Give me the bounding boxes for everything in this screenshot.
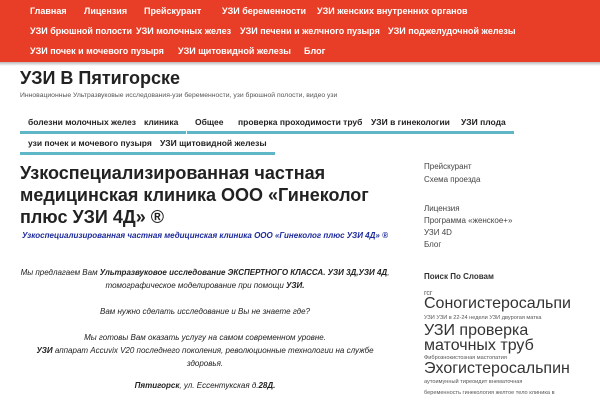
paragraph-emphasis: УЗИ. [286, 281, 305, 290]
tag-item[interactable]: УЗИ проверка [424, 322, 529, 339]
category-menu [0, 114, 600, 156]
post-paragraph-question: Вам нужно сделать исследование и Вы не знаете где? [99, 307, 311, 316]
nav-item-home[interactable]: Главная [30, 6, 67, 16]
tag-item[interactable]: гсг [424, 290, 433, 297]
nav-item-thyroid[interactable]: УЗИ щитовидной железы [178, 46, 291, 56]
sidebar-link-directions[interactable]: Схема проезда [424, 175, 481, 184]
sidebar-link-women-program[interactable]: Программа «женское+» [424, 216, 513, 225]
sidebar-link-pricelist[interactable]: Прейскурант [424, 162, 472, 171]
tag-item[interactable]: беременность гинекология желтое тело клиника в [424, 390, 555, 396]
nav-item-female-organs[interactable]: УЗИ женских внутренних органов [317, 6, 468, 16]
tag-cloud-heading: Поиск По Словам [424, 272, 494, 281]
nav-item-pancreas[interactable]: УЗИ поджелудочной железы [388, 26, 516, 36]
post-paragraph-offer [20, 266, 390, 292]
category-clinic[interactable]: клиника [136, 114, 186, 134]
sidebar-link-blog[interactable]: Блог [424, 240, 442, 249]
paragraph-text: Мы готовы Вам оказать услугу на самом современном уровне. [84, 333, 326, 342]
top-navigation [0, 0, 600, 62]
address-city: Пятигорск [134, 381, 180, 390]
nav-item-kidneys[interactable]: УЗИ почек и мочевого пузыря [30, 46, 164, 56]
category-gynecology[interactable]: УЗИ в гинекологии [363, 114, 458, 134]
post-paragraph-address [20, 379, 390, 392]
nav-shadow [0, 62, 600, 66]
category-fetus[interactable]: УЗИ плода [453, 114, 514, 134]
nav-item-abdominal[interactable]: УЗИ брюшной полости [30, 26, 133, 36]
sidebar-link-uzi-4d[interactable]: УЗИ 4D [424, 228, 452, 237]
tag-item[interactable]: УЗИ УЗИ в 22-24 недели УЗИ двурогая матка [424, 315, 542, 321]
paragraph-text: , томографическое моделирование при помощи [105, 268, 390, 290]
category-kidneys[interactable]: узи почек и мочевого пузыря [20, 135, 160, 155]
address-street: , ул. Ессентукская д. [179, 381, 259, 390]
paragraph-emphasis: Ультразвуковое исследование ЭКСПЕРТНОГО КЛАССА. УЗИ 3Д,УЗИ 4Д [99, 268, 388, 277]
category-general[interactable]: Общее [187, 114, 232, 134]
site-title[interactable]: УЗИ В Пятигорске [20, 68, 181, 88]
tag-item[interactable]: маточных труб [424, 337, 534, 354]
tag-item[interactable]: Эхогистеросальпин [424, 360, 570, 377]
paragraph-emphasis: УЗИ [36, 346, 53, 355]
nav-item-blog[interactable]: Блог [304, 46, 326, 56]
category-thyroid[interactable]: УЗИ щитовидной железы [152, 135, 275, 155]
post-paragraph-service [20, 331, 390, 370]
paragraph-text: аппарат Accuvix V20 последнего поколения, революционные технологии на службе здоровья. [52, 346, 374, 368]
post-lead[interactable]: Узкоспециализированная частная медицинская клиника ООО «Гинеколог плюс УЗИ 4Д» ® [22, 231, 388, 240]
tag-item[interactable]: Фибрознокистозная мастопатия [424, 355, 507, 361]
category-tube-patency[interactable]: проверка проходимости труб [230, 114, 370, 134]
address-house: 28Д. [258, 381, 276, 390]
tag-item[interactable]: аутоимунный тиреоидит внематочная [424, 379, 523, 385]
nav-item-breast[interactable]: УЗИ молочных желез [136, 26, 232, 36]
category-breast-diseases[interactable]: болезни молочных желез [20, 114, 144, 134]
paragraph-text: Мы предлагаем Вам [20, 268, 100, 277]
site-description: Инновационные Ультразвуковые исследования-узи беременности, узи брюшной полости, видео узи [20, 92, 338, 99]
sidebar-link-license[interactable]: Лицензия [424, 204, 460, 213]
tag-item[interactable]: Соногистеросальпи [424, 295, 571, 312]
nav-item-liver[interactable]: УЗИ печени и желчного пузыря [240, 26, 380, 36]
nav-item-pregnancy[interactable]: УЗИ беременности [222, 6, 307, 16]
nav-item-license[interactable]: Лицензия [84, 6, 128, 16]
nav-item-pricelist[interactable]: Прейскурант [144, 6, 202, 16]
post-title: Узкоспециализированная частная медицинская клиника ООО «Гинеколог плюс УЗИ 4Д» ® [20, 163, 369, 227]
